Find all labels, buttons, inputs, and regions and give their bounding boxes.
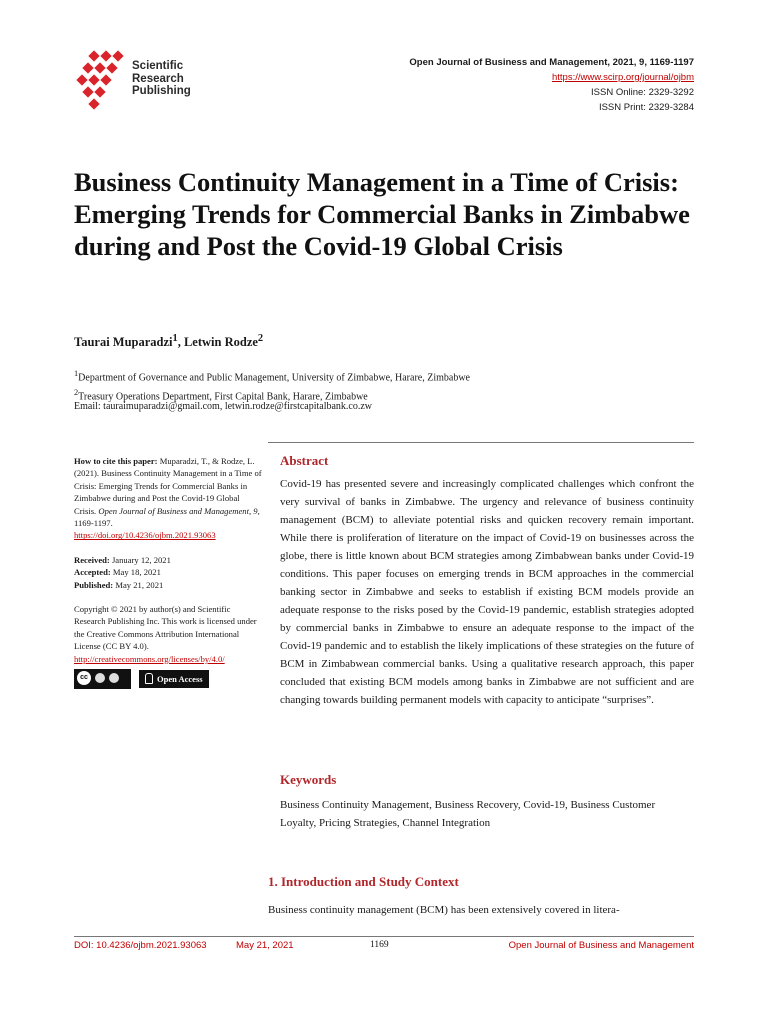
section-heading-introduction: 1. Introduction and Study Context	[268, 874, 459, 889]
author-name: Taurai Muparadzi	[74, 335, 173, 350]
footer-journal: Open Journal of Business and Management	[508, 940, 694, 951]
copyright-notice: Copyright © 2021 by author(s) and Scientific Research Publishing Inc. This work is licensed under the Creative Commons Attribution International License (CC BY 4.0). http://creativecommons.org/licenses/by/4.0/	[74, 604, 257, 664]
abstract-divider	[268, 442, 694, 443]
journal-url-link[interactable]: https://www.scirp.org/journal/ojbm	[551, 72, 694, 83]
keywords-heading: Keywords	[280, 772, 337, 787]
abstract-heading: Abstract	[280, 453, 329, 468]
author-email: Email: tauraimuparadzi@gmail.com, letwin.rodze@firstcapitalbank.co.zw	[74, 401, 373, 412]
intro-text: Business continuity management (BCM) has been extensively covered in litera-	[268, 904, 620, 916]
footer-date: May 21, 2021	[236, 940, 294, 951]
citation-sidebar	[74, 455, 262, 689]
page-number: 1169	[370, 940, 389, 950]
journal-header	[409, 55, 694, 115]
affiliation: $^2$Treasury Operations Department, First Capital Bank, Harare, Zimbabwe	[74, 388, 368, 403]
open-access-badge: Open Access	[139, 670, 209, 688]
paper-title: Business Continuity Management in a Time of Crisis: Emerging Trends for Commercial Banks in Zimbabwe during and Post the Covid-19 Global Crisis	[74, 167, 690, 261]
publication-dates: Received: January 12, 2021 Accepted: May 18, 2021 Published: May 21, 2021	[74, 554, 171, 590]
how-to-cite: How to cite this paper: Muparadzi, T., & Rodze, L. (2021). Business Continuity Management in a Time of Crisis: Emerging Trends for Commercial Banks in Zimbabwe during and Post the Covid-19 Global Crisis. Open Journal of Business and Management, 9, 1169-1197. https://doi.org/10.4236/ojbm.2021.93063	[74, 456, 262, 541]
author-sup: 2	[257, 333, 264, 344]
doi-link[interactable]: https://doi.org/10.4236/ojbm.2021.93063	[74, 530, 216, 541]
footer-divider	[74, 936, 694, 937]
footer-doi: DOI: 10.4236/ojbm.2021.93063	[74, 940, 207, 951]
author-sup: 1	[172, 333, 178, 344]
publisher-name: Scientific Research Publishing	[132, 60, 191, 97]
author-list: Taurai Muparadzi$^1$, Letwin Rodze$^2$	[74, 333, 264, 350]
license-link[interactable]: http://creativecommons.org/licenses/by/4.0/	[74, 653, 225, 664]
abstract-text: Covid-19 has presented severe and increasingly complicated challenges which confront the very survival of banks in Zimbabwe. The urgency and relevance of business continuity management (BCM) to alleviate potential risks and quicken recovery remain important. While there is proliferation of literature on the impact of Covid-19 on businesses across the globe, there is little known about BCM strategies among Zimbabwean banks under Covid-19 conditions. This paper focuses on emerging trends in BCM approaches in the commercial banking sector in Zimbabwe and seeks to establish if existing BCM models provide an adequate response to the risks posed by the Covid-19 pandemic, establish strategies adopted by commercial banks in Zimbabwe to ensure an adequate response to the impact of the Covid-19 pandemic and to establish the likely implications of these strategies on the future of BCM in Zimbabwean commercial banks. Using a qualitative research approach, this paper concluded that existing BCM models among banks in Zimbabwe are not sufficient and are changing towards building permanent models with capacity to anticipate “surprises”.	[280, 478, 694, 706]
issn-online: ISSN Online: 2329-3292	[591, 87, 694, 98]
affiliations	[74, 366, 470, 405]
cc-license-icon[interactable]: cc	[74, 669, 131, 689]
journal-citation: Open Journal of Business and Management, 2021, 9, 1169-1197	[409, 57, 694, 68]
keywords-text: Business Continuity Management, Business Recovery, Covid-19, Business Customer Loyalty, Pricing Strategies, Channel Integration	[280, 799, 656, 829]
issn-print: ISSN Print: 2329-3284	[598, 102, 694, 113]
affiliation: $^1$Department of Governance and Public Management, University of Zimbabwe, Harare, Zimbabwe	[74, 369, 470, 384]
author-name: Letwin Rodze	[183, 335, 258, 350]
